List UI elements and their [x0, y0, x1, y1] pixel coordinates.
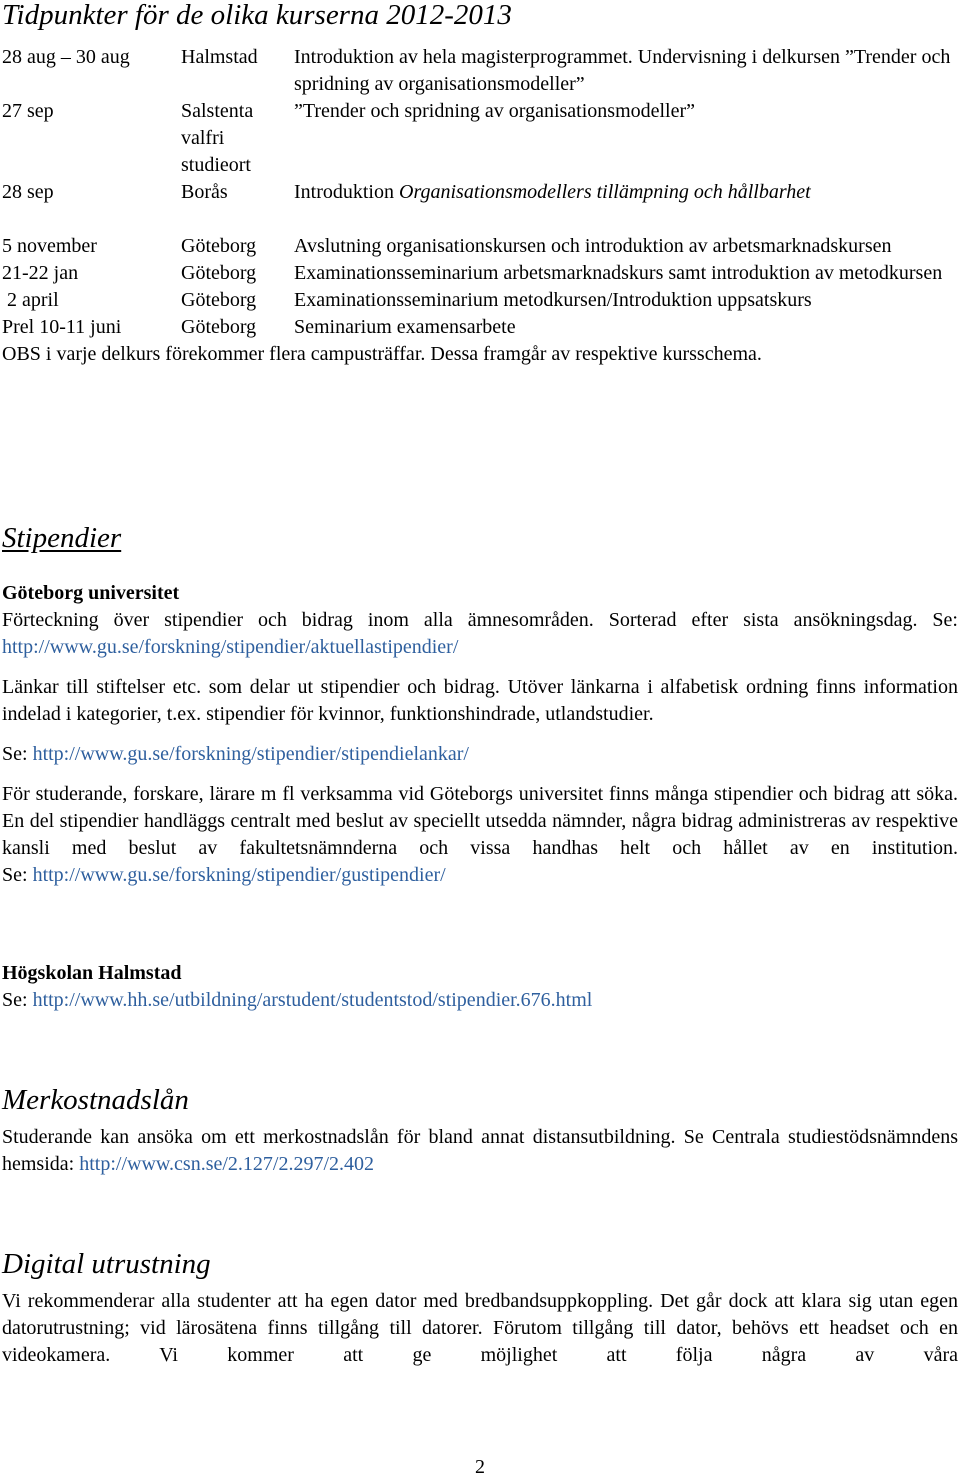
hh-prefix: Se: — [2, 989, 33, 1011]
gu-paragraph-1 — [2, 607, 958, 661]
digital-paragraph: Vi rekommenderar alla studenter att ha egen dator med bredbandsuppkoppling. Det går dock att klara sig utan egen datorutrustning; vid lärosätena finns tillgång till datorer. Förutom tillgång till dator, behövs ett headset och en videokamera. Vi kommer att ge möjlighet att följa några av våra — [2, 1290, 958, 1366]
schedule-row — [2, 44, 952, 98]
schedule-place: Göteborg — [181, 235, 257, 257]
gu-paragraph-4: För studerande, forskare, lärare m fl verksamma vid Göteborgs universitet finns många stipendier och bidrag att söka. En del stipendier handläggs centralt med beslut av speciellt utsedda nämnder, några bidrag administreras av respektive kansli med beslut av fakultetsnämnderna och vissa handhas helt och hållet av en institution. — [2, 783, 958, 859]
gu-paragraph-4-link-line — [2, 862, 958, 889]
gu-section — [2, 580, 958, 889]
schedule-date: 21-22 jan — [2, 262, 79, 284]
merkostnad-heading: Merkostnadslån — [2, 1084, 189, 1116]
gu-gustipendier-link[interactable]: http://www.gu.se/forskning/stipendier/gustipendier/ — [32, 864, 446, 886]
schedule-date: 2 april — [2, 289, 59, 311]
schedule-desc: Introduktion av hela magisterprogrammet. Undervisning i delkursen ”Trender och spridning av organisationsmodeller” — [294, 46, 951, 95]
hh-section — [2, 960, 958, 1014]
schedule-date: 28 sep — [2, 181, 54, 203]
schedule-desc-italic: Organisationsmodellers tillämpning och hållbarhet — [399, 181, 811, 203]
schedule-place: Göteborg — [181, 262, 257, 284]
schedule-place: Göteborg — [181, 289, 257, 311]
stipendier-heading: Stipendier — [2, 522, 122, 554]
schedule-desc: Examinationsseminarium metodkursen/Introduktion uppsatskurs — [294, 289, 812, 311]
gu-paragraph-3 — [2, 741, 958, 768]
obs-note: OBS i varje delkurs förekommer flera campusträffar. Dessa framgår av respektive kursschema. — [2, 343, 762, 365]
csn-link[interactable]: http://www.csn.se/2.127/2.297/2.402 — [79, 1153, 375, 1175]
schedule-place: Göteborg — [181, 316, 257, 338]
schedule-place: Salstenta valfri studieort — [181, 100, 254, 176]
schedule-row — [2, 98, 952, 179]
hh-link-line — [2, 987, 958, 1014]
digital-heading: Digital utrustning — [2, 1248, 211, 1280]
schedule-desc: ”Trender och spridning av organisationsmodeller” — [294, 100, 696, 122]
merkostnad-text: Studerande kan ansöka om ett merkostnadslån för bland annat distansutbildning. Se Centrala studiestödsnämndens hemsida: — [2, 1126, 958, 1175]
schedule-row — [2, 260, 952, 287]
schedule-desc-plain: Introduktion — [294, 181, 394, 203]
gu-p1-text: Förteckning över stipendier och bidrag inom alla ämnesområden. Sorterad efter sista ansökningsdag. Se: — [2, 609, 958, 631]
merkostnad-paragraph — [2, 1124, 958, 1178]
schedule-table — [2, 44, 952, 368]
schedule-desc — [294, 179, 952, 233]
schedule-date: 5 november — [2, 235, 97, 257]
page-number: 2 — [475, 1456, 485, 1478]
gu-p3-prefix: Se: — [2, 743, 33, 765]
schedule-date: Prel 10-11 juni — [2, 316, 122, 338]
schedule-row — [2, 314, 952, 341]
gu-aktuella-link[interactable]: http://www.gu.se/forskning/stipendier/aktuellastipendier/ — [2, 636, 459, 658]
schedule-row — [2, 179, 952, 233]
schedule-place: Halmstad — [181, 46, 258, 68]
page-title: Tidpunkter för de olika kurserna 2012-2013 — [2, 0, 512, 31]
gu-stipendielankar-link[interactable]: http://www.gu.se/forskning/stipendier/stipendielankar/ — [32, 743, 469, 765]
gu-paragraph-2: Länkar till stiftelser etc. som delar ut stipendier och bidrag. Utöver länkarna i alfabetisk ordning finns information indelad i kategorier, t.ex. stipendier för kvinnor, funktionshindrade, utlandstudier. — [2, 676, 958, 725]
schedule-place: Borås — [181, 181, 228, 203]
schedule-date: 28 aug – 30 aug — [2, 46, 130, 68]
schedule-desc: Seminarium examensarbete — [294, 316, 516, 338]
schedule-date: 27 sep — [2, 100, 54, 122]
gu-subheading: Göteborg universitet — [2, 582, 180, 604]
hh-stipendier-link[interactable]: http://www.hh.se/utbildning/arstudent/studentstod/stipendier.676.html — [32, 989, 593, 1011]
schedule-row — [2, 287, 952, 314]
schedule-desc: Examinationsseminarium arbetsmarknadskurs samt introduktion av metodkursen — [294, 262, 943, 284]
hh-subheading: Högskolan Halmstad — [2, 962, 182, 984]
schedule-row — [2, 233, 952, 260]
schedule-desc: Avslutning organisationskursen och introduktion av arbetsmarknadskursen — [294, 235, 892, 257]
gu-p4-prefix: Se: — [2, 864, 33, 886]
